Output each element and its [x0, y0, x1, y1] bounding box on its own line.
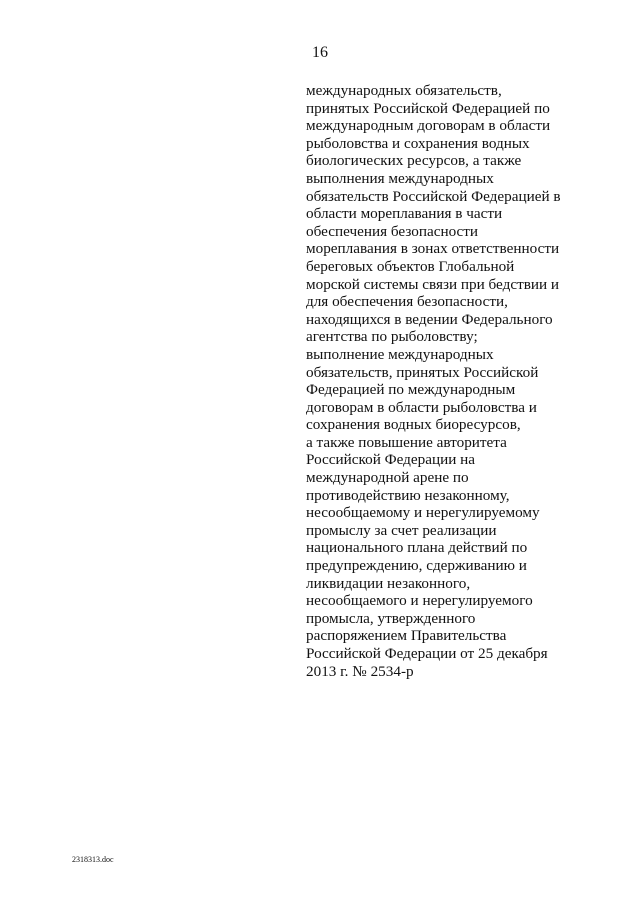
page-number: 16: [312, 44, 328, 61]
text-line: выполнения международных: [306, 169, 494, 187]
body-text: [306, 82, 606, 680]
text-line: несообщаемому и нерегулируемому: [306, 504, 540, 522]
text-line: ликвидации незаконного,: [306, 574, 471, 592]
text-line: предупреждению, сдерживанию и: [306, 557, 527, 575]
text-line: противодействию незаконному,: [306, 486, 510, 504]
text-line: а также повышение авторитета: [306, 433, 507, 451]
text-line: находящихся в ведении Федерального: [306, 310, 553, 328]
text-line: агентства по рыболовству;: [306, 328, 478, 346]
text-line: береговых объектов Глобальной: [306, 257, 515, 275]
text-line: промысла, утвержденного: [306, 609, 476, 627]
text-line: Российской Федерации от 25 декабря: [306, 645, 548, 662]
text-line: рыболовства и сохранения водных: [306, 134, 530, 152]
text-line: международной арене по: [306, 469, 469, 487]
text-line: обязательств Российской Федерацией в: [306, 187, 561, 205]
text-line: мореплавания в зонах ответственности: [306, 240, 560, 258]
text-line: национального плана действий по: [306, 539, 528, 557]
text-line: 2013 г. № 2534-р: [306, 662, 414, 680]
text-line: международным договорам в области: [306, 117, 551, 135]
text-line: сохранения водных биоресурсов,: [306, 416, 521, 434]
text-line: для обеспечения безопасности,: [306, 293, 508, 311]
text-line: области мореплавания в части: [306, 205, 503, 223]
text-line: выполнение международных: [306, 345, 494, 363]
document-code: 2318313.doc: [72, 855, 114, 864]
text-line: несообщаемого и нерегулируемого: [306, 592, 533, 610]
text-line: договорам в области рыболовства и: [306, 398, 537, 416]
text-line: морской системы связи при бедствии и: [306, 275, 560, 293]
text-line: Федерацией по международным: [306, 381, 516, 399]
text-line: Российской Федерации на: [306, 451, 476, 469]
text-line: международных обязательств,: [306, 82, 502, 99]
text-line: принятых Российской Федерацией по: [306, 99, 550, 117]
text-line: биологических ресурсов, а также: [306, 152, 522, 170]
text-line: распоряжением Правительства: [306, 627, 507, 645]
text-line: промыслу за счет реализации: [306, 521, 497, 539]
text-line: обязательств, принятых Российской: [306, 363, 539, 381]
text-line: обеспечения безопасности: [306, 222, 479, 240]
